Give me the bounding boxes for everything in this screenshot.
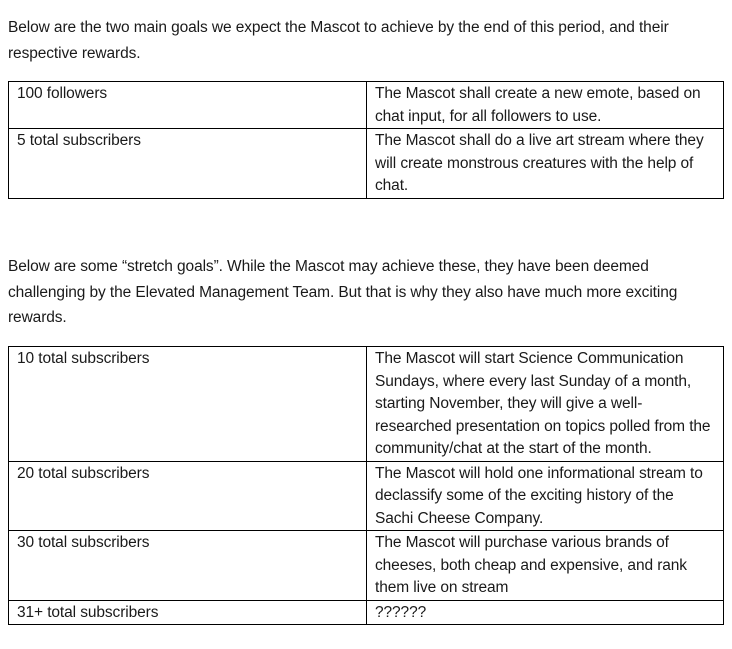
table-row — [9, 600, 724, 625]
reward-cell: The Mascot will hold one informational stream to declassify some of the exciting history of the Sachi Cheese Company. — [367, 461, 724, 531]
milestone-cell: 10 total subscribers — [9, 347, 367, 462]
stretch-goals-table — [8, 346, 724, 625]
milestone-cell: 30 total subscribers — [9, 531, 367, 601]
reward-cell: The Mascot shall do a live art stream where they will create monstrous creatures with the help of chat. — [367, 129, 724, 199]
table-row — [9, 531, 724, 601]
intro-paragraph: Below are the two main goals we expect the Mascot to achieve by the end of this period, and their respective rewards. — [8, 19, 669, 62]
stretch-goals-paragraph: Below are some “stretch goals”. While the Mascot may achieve these, they have been deemed challenging by the Elevated Management Team. But that is why they also have much more exciting rewards. — [8, 258, 678, 326]
reward-cell: The Mascot will start Science Communication Sundays, where every last Sunday of a month, starting November, they will give a well-researched presentation on topics polled from the community/chat at the start of the month. — [367, 347, 724, 462]
milestone-cell: 20 total subscribers — [9, 461, 367, 531]
reward-cell: The Mascot will purchase various brands of cheeses, both cheap and expensive, and rank them live on stream — [367, 531, 724, 601]
table-row — [9, 82, 724, 129]
milestone-cell: 100 followers — [9, 82, 367, 129]
table-row — [9, 461, 724, 531]
table-row — [9, 129, 724, 199]
main-goals-table — [8, 81, 724, 199]
reward-cell: The Mascot shall create a new emote, based on chat input, for all followers to use. — [367, 82, 724, 129]
milestone-cell: 5 total subscribers — [9, 129, 367, 199]
table-row — [9, 347, 724, 462]
reward-cell: ?????? — [367, 600, 724, 625]
milestone-cell: 31+ total subscribers — [9, 600, 367, 625]
